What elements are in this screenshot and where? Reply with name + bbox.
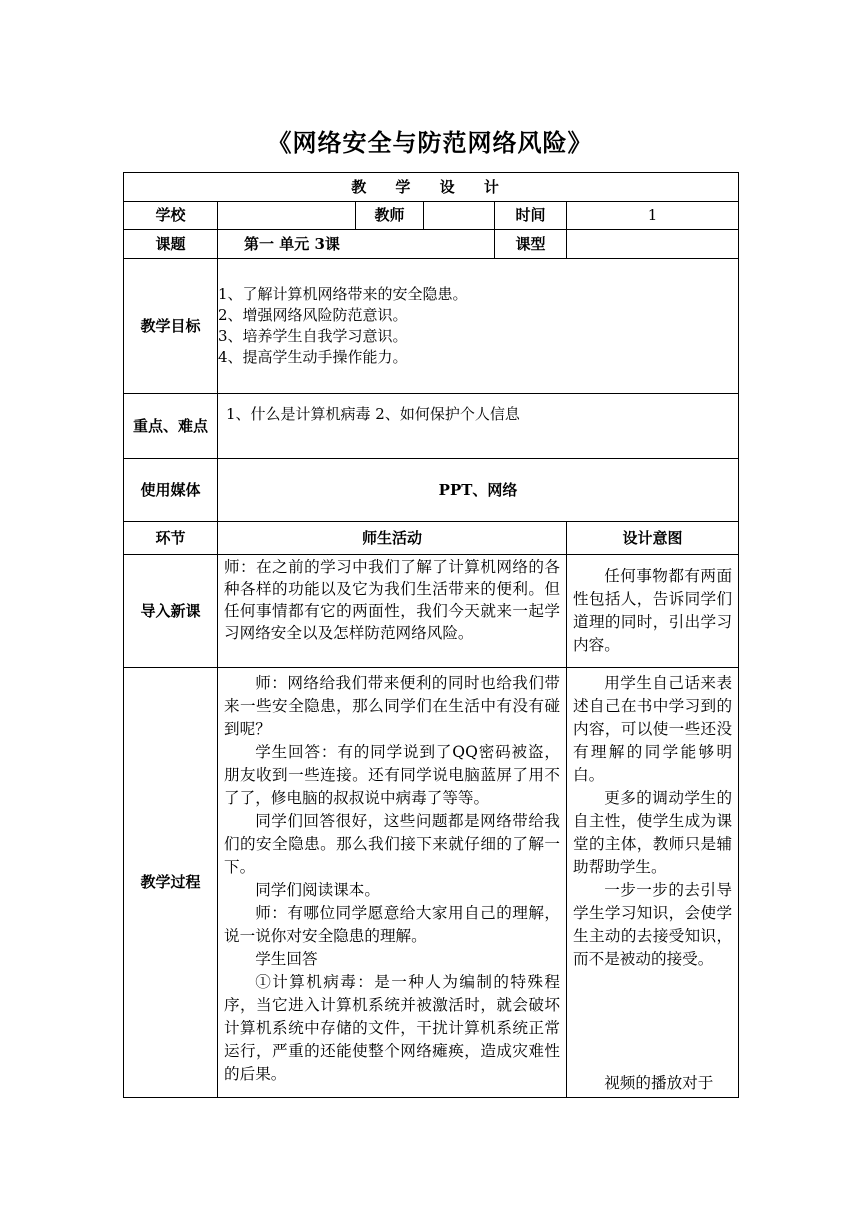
process-intent-paragraph: 更多的调动学生的自主性，使学生成为课堂的主体，教师只是辅助帮助学生。 <box>573 789 733 876</box>
process-intent-paragraph: 用学生自己话来表述自己在书中学习到的内容，可以使一些还没有理解的同学能够明白。 <box>573 674 733 784</box>
topic-value: 第一 单元 3课 <box>218 230 495 259</box>
stage-header: 环节 <box>124 522 218 555</box>
goals-label: 教学目标 <box>124 259 218 394</box>
intro-row <box>124 555 739 668</box>
topic-label: 课题 <box>124 230 218 259</box>
info-row <box>124 202 739 230</box>
key-value: 1、什么是计算机病毒 2、如何保护个人信息 <box>218 394 739 459</box>
goal-item: 1、了解计算机网络带来的安全隐患。 <box>218 285 468 303</box>
school-value <box>218 202 356 230</box>
process-activity-paragraph: 师：网络给我们带来便利的同时也给我们带来一些安全隐患，那么同学们在生活中有没有碰到呢？ <box>224 674 560 738</box>
process-activity-paragraph: 学生回答 <box>255 950 318 968</box>
activity-header: 师生活动 <box>218 522 567 555</box>
goal-item: 2、增强网络风险防范意识。 <box>218 306 408 324</box>
goals-list <box>218 259 739 394</box>
intro-intent: 任何事物都有两面性包括人，告诉同学们道理的同时，引出学习内容。 <box>573 567 733 654</box>
process-activity-paragraph: 师：有哪位同学愿意给大家用自己的理解，说一说你对安全隐患的理解。 <box>224 904 560 945</box>
process-row <box>124 668 739 1098</box>
process-activity-paragraph: 同学们阅读课本。 <box>255 881 380 899</box>
intro-activity: 师：在之前的学习中我们了解了计算机网络的各种各样的功能以及它为我们生活带来的便利。但任何事情都有它的两面性，我们今天就来一起学习网络安全以及怎样防范网络风险。 <box>224 558 560 642</box>
teacher-value <box>424 202 495 230</box>
type-label: 课型 <box>495 230 567 259</box>
key-label: 重点、难点 <box>124 394 218 459</box>
process-label: 教学过程 <box>124 668 218 1098</box>
type-value <box>567 230 739 259</box>
intent-header: 设计意图 <box>567 522 739 555</box>
column-header-row <box>124 522 739 555</box>
goal-item: 4、提高学生动手操作能力。 <box>218 348 408 366</box>
school-label: 学校 <box>124 202 218 230</box>
process-intent-paragraph: 一步一步的去引导学生学习知识，会使学生主动的去接受知识，而不是被动的接受。 <box>573 881 733 968</box>
process-activity-paragraph: 同学们回答很好，这些问题都是网络带给我们的安全隐患。那么我们接下来就仔细的了解一下。 <box>224 812 560 876</box>
teacher-label: 教师 <box>356 202 424 230</box>
process-activity-paragraph: ①计算机病毒：是一种人为编制的特殊程序，当它进入计算机系统并被激活时，就会破坏计算机系统中存储的文件，干扰计算机系统正常运行，严重的还能使整个网络瘫痪，造成灾难性的后果。 <box>224 973 560 1083</box>
key-row <box>124 394 739 459</box>
page-title: 《网络安全与防范网络风险》 <box>267 128 593 157</box>
process-activity-paragraph: 学生回答：有的同学说到了QQ密码被盗，朋友收到一些连接。还有同学说电脑蓝屏了用不了了，修电脑的叔叔说中病毒了等等。 <box>224 743 560 807</box>
time-label: 时间 <box>495 202 567 230</box>
media-row <box>124 459 739 522</box>
media-label: 使用媒体 <box>124 459 218 522</box>
media-value: PPT、网络 <box>218 459 739 522</box>
table-heading: 教 学 设 计 <box>124 173 739 202</box>
process-intent-tail: 视频的播放对于 <box>604 1074 714 1092</box>
topic-row <box>124 230 739 259</box>
time-value: 1 <box>567 202 739 230</box>
goal-item: 3、培养学生自我学习意识。 <box>218 327 408 345</box>
goals-row <box>124 259 739 394</box>
table-heading-row <box>124 173 739 202</box>
lesson-plan-table <box>123 172 739 1098</box>
intro-label: 导入新课 <box>124 555 218 668</box>
